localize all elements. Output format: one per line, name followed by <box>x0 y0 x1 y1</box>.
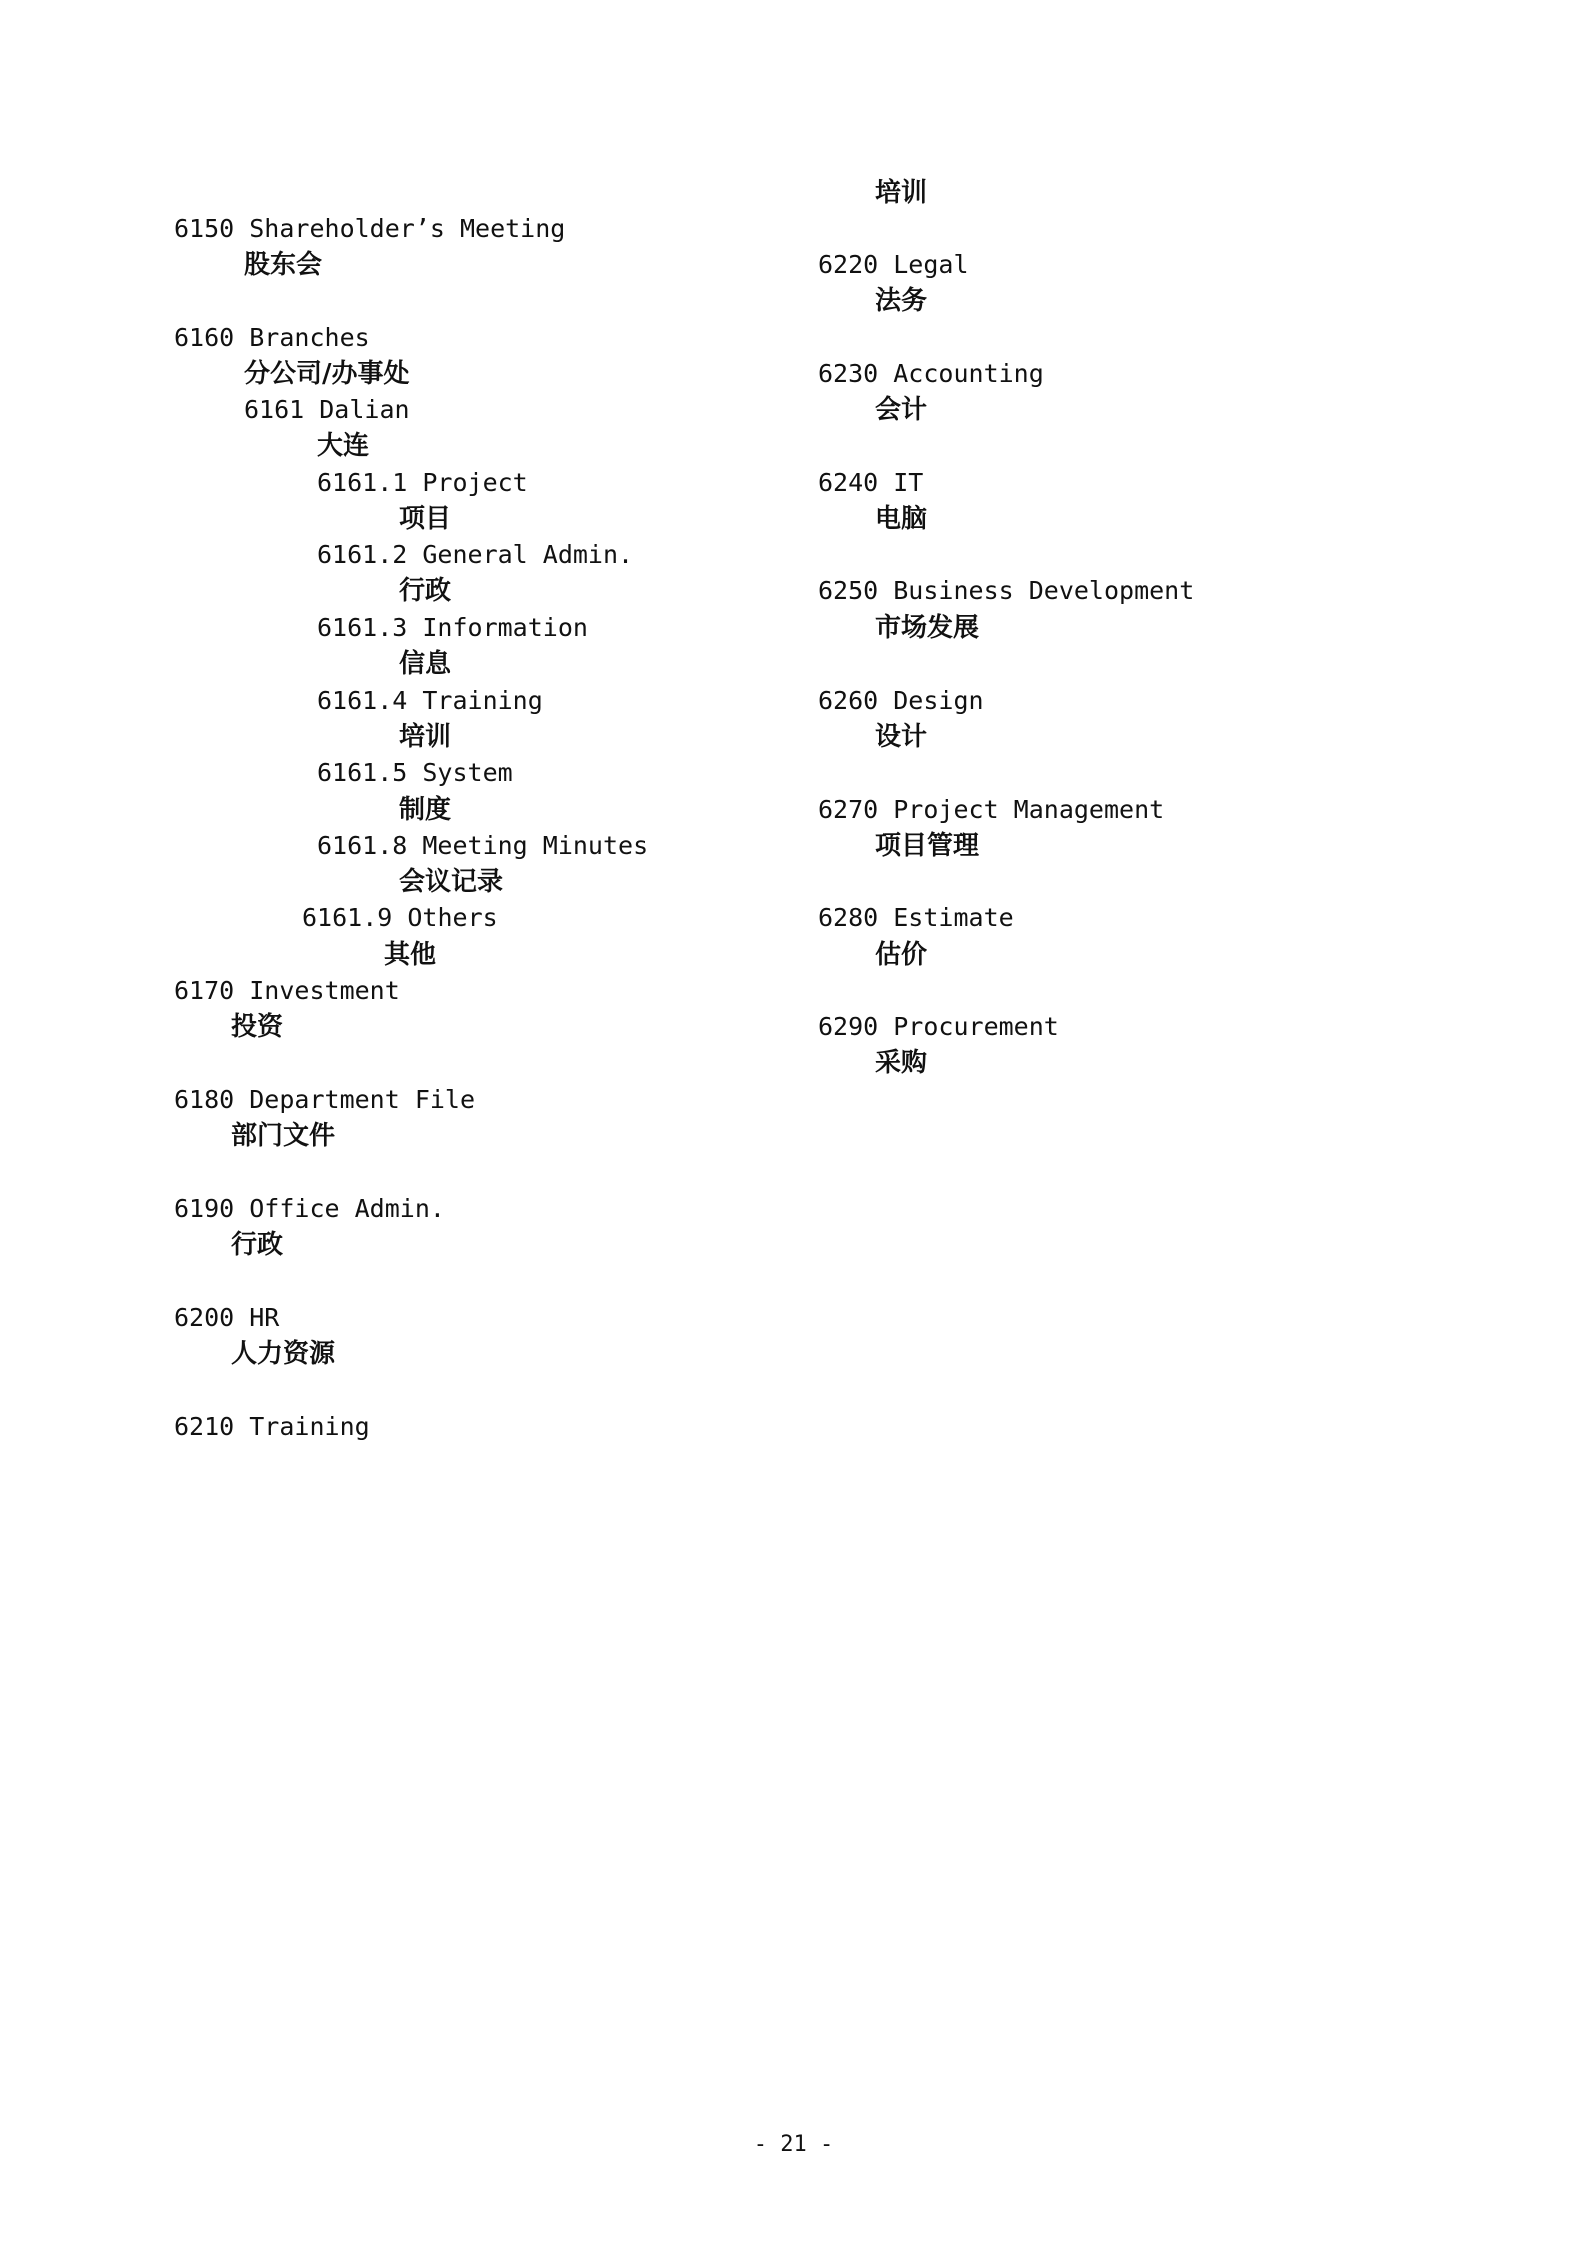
left-chinese-label: 分公司/办事处 <box>244 359 410 389</box>
right-index-entry: 6270 Project Management <box>818 795 1165 824</box>
right-chinese-label: 培训 <box>875 178 928 208</box>
left-chinese-label: 投资 <box>231 1012 284 1042</box>
right-chinese-label: 估价 <box>875 940 928 970</box>
right-index-column <box>818 0 1458 1600</box>
left-index-entry: 6161.5 System <box>317 758 513 787</box>
left-index-entry: 6161.1 Project <box>317 468 528 497</box>
left-chinese-label: 股东会 <box>244 250 323 280</box>
left-index-entry: 6161.3 Information <box>317 613 588 642</box>
left-chinese-label: 行政 <box>399 576 452 606</box>
left-index-column <box>174 0 814 1600</box>
right-chinese-label: 项目管理 <box>875 831 980 861</box>
left-index-entry: 6161.2 General Admin. <box>317 540 634 569</box>
right-index-entry: 6220 Legal <box>818 250 969 279</box>
left-index-entry: 6161.4 Training <box>317 686 543 715</box>
left-chinese-label: 人力资源 <box>231 1339 336 1369</box>
right-chinese-label: 法务 <box>875 286 928 316</box>
left-chinese-label: 大连 <box>317 431 370 461</box>
left-index-entry: 6160 Branches <box>174 323 370 352</box>
right-index-entry: 6260 Design <box>818 686 984 715</box>
left-chinese-label: 部门文件 <box>231 1121 336 1151</box>
right-chinese-label: 采购 <box>875 1048 928 1078</box>
right-index-entry: 6250 Business Development <box>818 576 1195 605</box>
left-chinese-label: 培训 <box>399 722 452 752</box>
right-index-entry: 6240 IT <box>818 468 924 497</box>
left-index-entry: 6180 Department File <box>174 1085 476 1114</box>
left-chinese-label: 行政 <box>231 1230 284 1260</box>
left-index-entry: 6210 Training <box>174 1412 370 1441</box>
page-number: - 21 - <box>753 2132 834 2157</box>
left-index-entry: 6200 HR <box>174 1303 280 1332</box>
right-chinese-label: 电脑 <box>875 504 928 534</box>
left-index-entry: 6161.9 Others <box>302 903 498 932</box>
left-index-entry: 6161.8 Meeting Minutes <box>317 831 649 860</box>
left-chinese-label: 信息 <box>399 649 452 679</box>
left-chinese-label: 项目 <box>399 504 452 534</box>
right-chinese-label: 设计 <box>875 722 928 752</box>
right-chinese-label: 市场发展 <box>875 613 980 643</box>
left-index-entry: 6161 Dalian <box>244 395 410 424</box>
right-index-entry: 6230 Accounting <box>818 359 1044 388</box>
left-index-entry: 6150 Shareholder’s Meeting <box>174 214 566 243</box>
left-chinese-label: 会议记录 <box>399 867 504 897</box>
right-index-entry: 6290 Procurement <box>818 1012 1059 1041</box>
left-chinese-label: 制度 <box>399 795 452 825</box>
left-index-entry: 6190 Office Admin. <box>174 1194 445 1223</box>
left-index-entry: 6170 Investment <box>174 976 400 1005</box>
right-chinese-label: 会计 <box>875 395 928 425</box>
right-index-entry: 6280 Estimate <box>818 903 1014 932</box>
left-chinese-label: 其他 <box>384 940 437 970</box>
